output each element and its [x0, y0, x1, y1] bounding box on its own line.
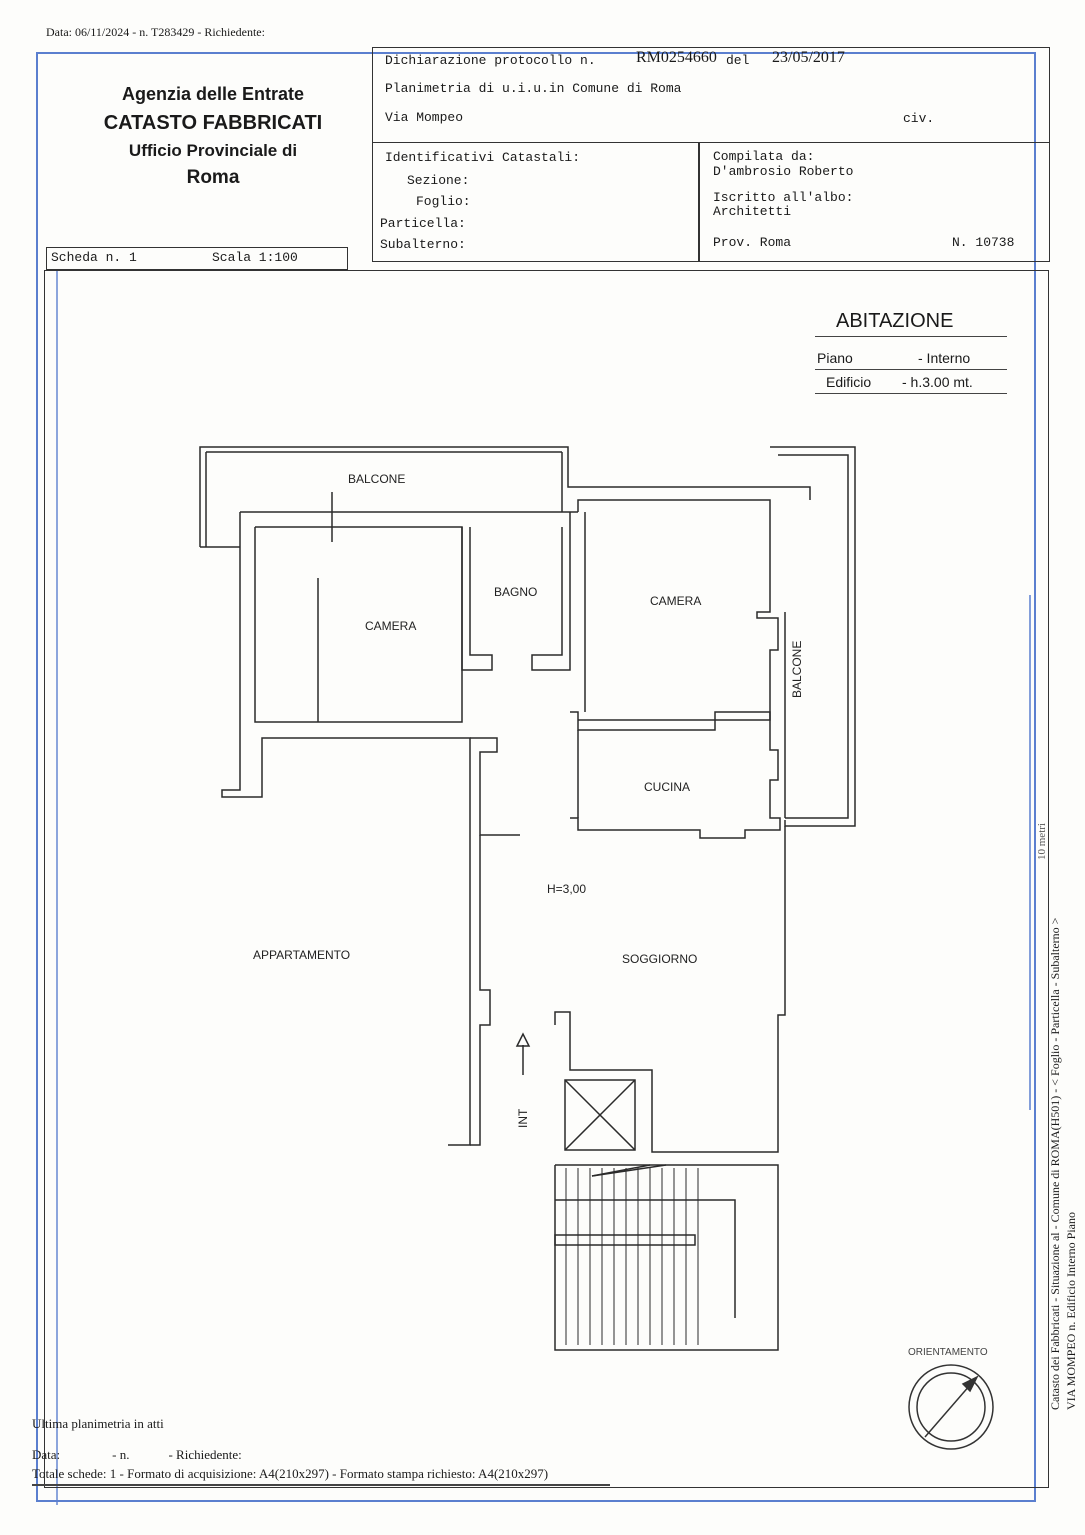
room-balcone-right: BALCONE — [790, 640, 804, 698]
room-camera-right: CAMERA — [650, 594, 702, 608]
declaration-label: Dichiarazione protocollo n. — [385, 53, 596, 68]
scheda-scale: Scala 1:100 — [212, 250, 298, 265]
entry-arrow-head — [517, 1034, 529, 1046]
room-appartamento: APPARTAMENTO — [253, 948, 351, 962]
camera-right-outer — [578, 500, 778, 720]
ident-particella: Particella: — [380, 216, 466, 231]
room-camera-left: CAMERA — [365, 619, 417, 633]
cucina-walls — [570, 712, 780, 838]
room-balcone-top: BALCONE — [348, 472, 406, 486]
prov-label: Prov. Roma — [713, 235, 792, 250]
height-label: H=3,00 — [547, 882, 587, 896]
print-header: Data: 06/11/2024 - n. T283429 - Richiedente: — [46, 25, 265, 39]
balcony-right-inner — [778, 455, 848, 818]
side-text-secondary: VIA MOMPEO n. Edificio Interno Piano — [1064, 1212, 1078, 1410]
ufficio-label: Ufficio Provinciale di — [128, 141, 298, 160]
compilata-name: D'ambrosio Roberto — [713, 164, 854, 179]
planimetria-label: Planimetria di u.i.u.in Comune di Roma — [385, 81, 682, 96]
orientamento-label: ORIENTAMENTO — [908, 1347, 988, 1358]
address-civ: civ. — [903, 111, 935, 126]
scheda-number: Scheda n. 1 — [51, 250, 137, 265]
room-bagno: BAGNO — [494, 585, 538, 599]
bagno-right-wall — [532, 512, 570, 670]
address-street: Via Mompeo — [385, 110, 464, 125]
edificio-label: Edificio — [826, 374, 872, 390]
scale-bar-label: 10 metri — [1036, 823, 1048, 860]
stair-run — [555, 1200, 735, 1318]
piano-label: Piano — [817, 350, 853, 366]
ident-sezione: Sezione: — [407, 173, 470, 188]
albo-label: Iscritto all'albo: — [713, 190, 854, 205]
soggiorno-right — [555, 826, 785, 1152]
footer-totale: Totale schede: 1 - Formato di acquisizione: A4(210x297) - Formato stampa richiesto: A4(210x297) — [32, 1466, 549, 1481]
soggiorno-left — [470, 835, 490, 1145]
compass — [909, 1365, 993, 1449]
declaration-number: RM0254660 — [636, 49, 717, 66]
agency-name: Agenzia delle Entrate — [121, 84, 305, 104]
stair-outline — [555, 1165, 778, 1350]
declaration-date: 23/05/2017 — [772, 49, 845, 66]
albo-value: Architetti — [713, 204, 792, 219]
entry-label: INT — [516, 1108, 530, 1128]
ufficio-city: Roma — [186, 167, 240, 188]
footer-ultima: Ultima planimetria in atti — [32, 1416, 164, 1431]
camera-left-outer — [222, 512, 470, 1145]
albo-number: N. 10738 — [952, 235, 1015, 250]
declaration-del: del — [726, 53, 750, 68]
balcony-right-outline — [770, 447, 855, 826]
bagno-walls — [462, 527, 492, 670]
side-text-main: Catasto dei Fabbricati - Situazione al - Comune di ROMA(H501) - < Foglio - Particella - Subalterno > — [1048, 917, 1062, 1410]
altezza-label: - h.3.00 mt. — [902, 374, 973, 390]
footer-rule — [32, 1484, 610, 1486]
camera-left-inner — [255, 527, 462, 722]
ident-foglio: Foglio: — [416, 194, 471, 209]
room-cucina: CUCINA — [644, 780, 691, 794]
compilata-label: Compilata da: — [713, 149, 815, 164]
ident-subalterno: Subalterno: — [380, 237, 466, 252]
room-soggiorno: SOGGIORNO — [622, 952, 698, 966]
interno-label: - Interno — [918, 350, 971, 366]
corridor-left — [470, 738, 520, 835]
catasto-title: CATASTO FABBRICATI — [103, 112, 323, 134]
unit-title: ABITAZIONE — [836, 310, 954, 332]
balcony-top-outline — [200, 447, 810, 547]
stair-diag2 — [592, 1165, 650, 1176]
footer-data: Data: - n. - Richiedente: — [32, 1447, 242, 1462]
ident-title: Identificativi Catastali: — [385, 150, 581, 165]
